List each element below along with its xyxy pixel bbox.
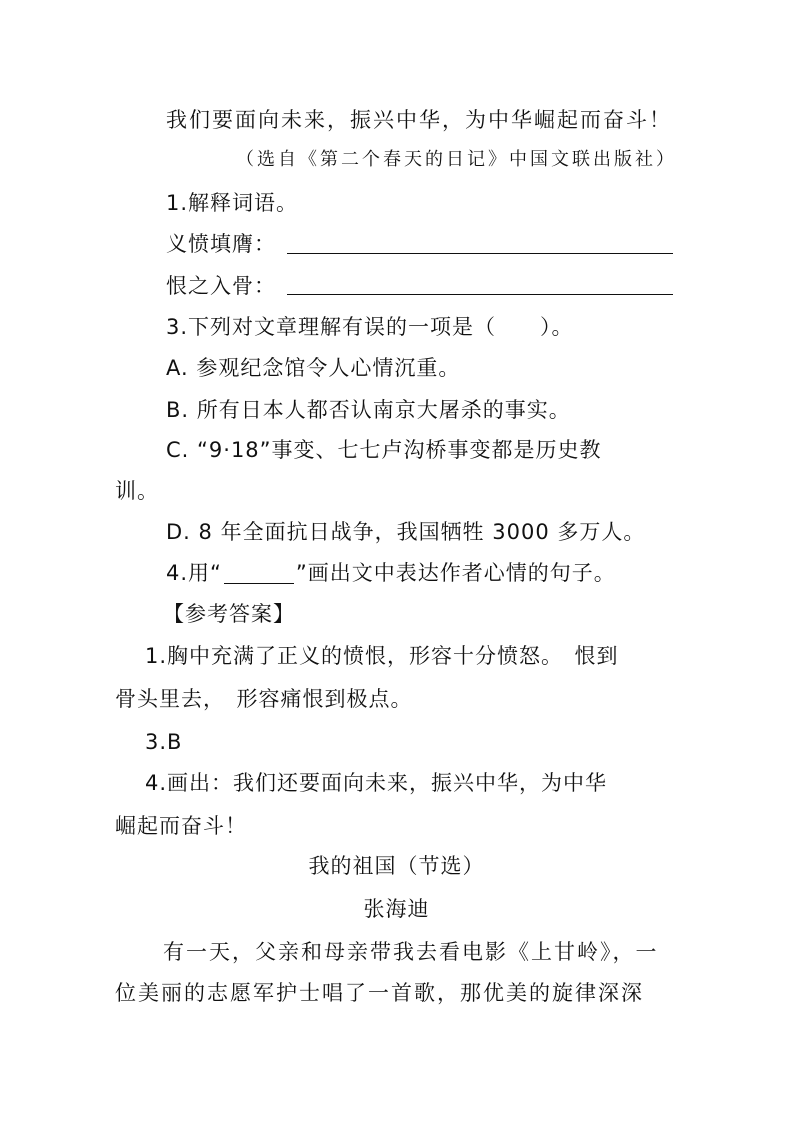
option-a-label: A. (166, 356, 189, 380)
passage-paragraph-line-2: 位美丽的志愿军护士唱了一首歌，那优美的旋律深深 (115, 981, 644, 1005)
answer-4-line-2: 崛起而奋斗！ (115, 814, 247, 838)
question-3-option-b (166, 396, 571, 424)
question-3-option-d (166, 518, 645, 546)
question-3-option-c-continuation: 训。 (115, 479, 159, 503)
option-c-text: “9·18”事变、七七卢沟桥事变都是历史教 (197, 438, 602, 462)
question-4-prompt (166, 559, 616, 587)
question-1-term-2: 恨之入骨： (166, 274, 276, 298)
answers-heading: 【参考答案】 (163, 602, 295, 626)
passage-title: 我的祖国（节选） (308, 854, 485, 878)
answer-blank-2[interactable] (287, 294, 673, 295)
answer-4-line-1: 4.画出：我们还要面向未来，振兴中华，为中华 (145, 771, 608, 795)
option-d-label: D. (166, 520, 191, 544)
question-1-prompt: 1.解释词语。 (166, 191, 299, 215)
answer-1-line-1: 1.胸中充满了正义的愤恨，形容十分愤怒。 恨到 (145, 644, 619, 668)
question-3-prompt: 3.下列对文章理解有误的一项是（ ）。 (166, 315, 574, 339)
question-4-prompt-after: ”画出文中表达作者心情的句子。 (295, 561, 616, 585)
answer-1-line-2: 骨头里去， 形容痛恨到极点。 (115, 687, 413, 711)
answer-blank-1[interactable] (287, 253, 673, 254)
option-d-text: 8 年全面抗日战争，我国牺牲 3000 多万人。 (198, 520, 646, 544)
answer-3: 3.B (145, 730, 183, 754)
underline-sample (224, 563, 294, 584)
question-1-term-1: 义愤填膺： (166, 232, 276, 256)
passage-author: 张海迪 (363, 897, 430, 921)
option-c-label: C. (166, 438, 190, 462)
passage-source: （选自《第二个春天的日记》中国文联出版社） (236, 149, 677, 170)
question-3-option-a (166, 354, 460, 382)
question-4-prompt-before: 4.用“ (166, 561, 222, 585)
passage-closing-sentence: 我们要面向未来，振兴中华，为中华崛起而奋斗！ (166, 108, 672, 132)
option-b-label: B. (166, 398, 190, 422)
passage-paragraph-line-1: 有一天，父亲和母亲带我去看电影《上甘岭》，一 (163, 940, 659, 964)
question-3-option-c (166, 436, 602, 464)
option-b-text: 所有日本人都否认南京大屠杀的事实。 (196, 398, 571, 422)
option-a-text: 参观纪念馆令人心情沉重。 (196, 356, 461, 380)
